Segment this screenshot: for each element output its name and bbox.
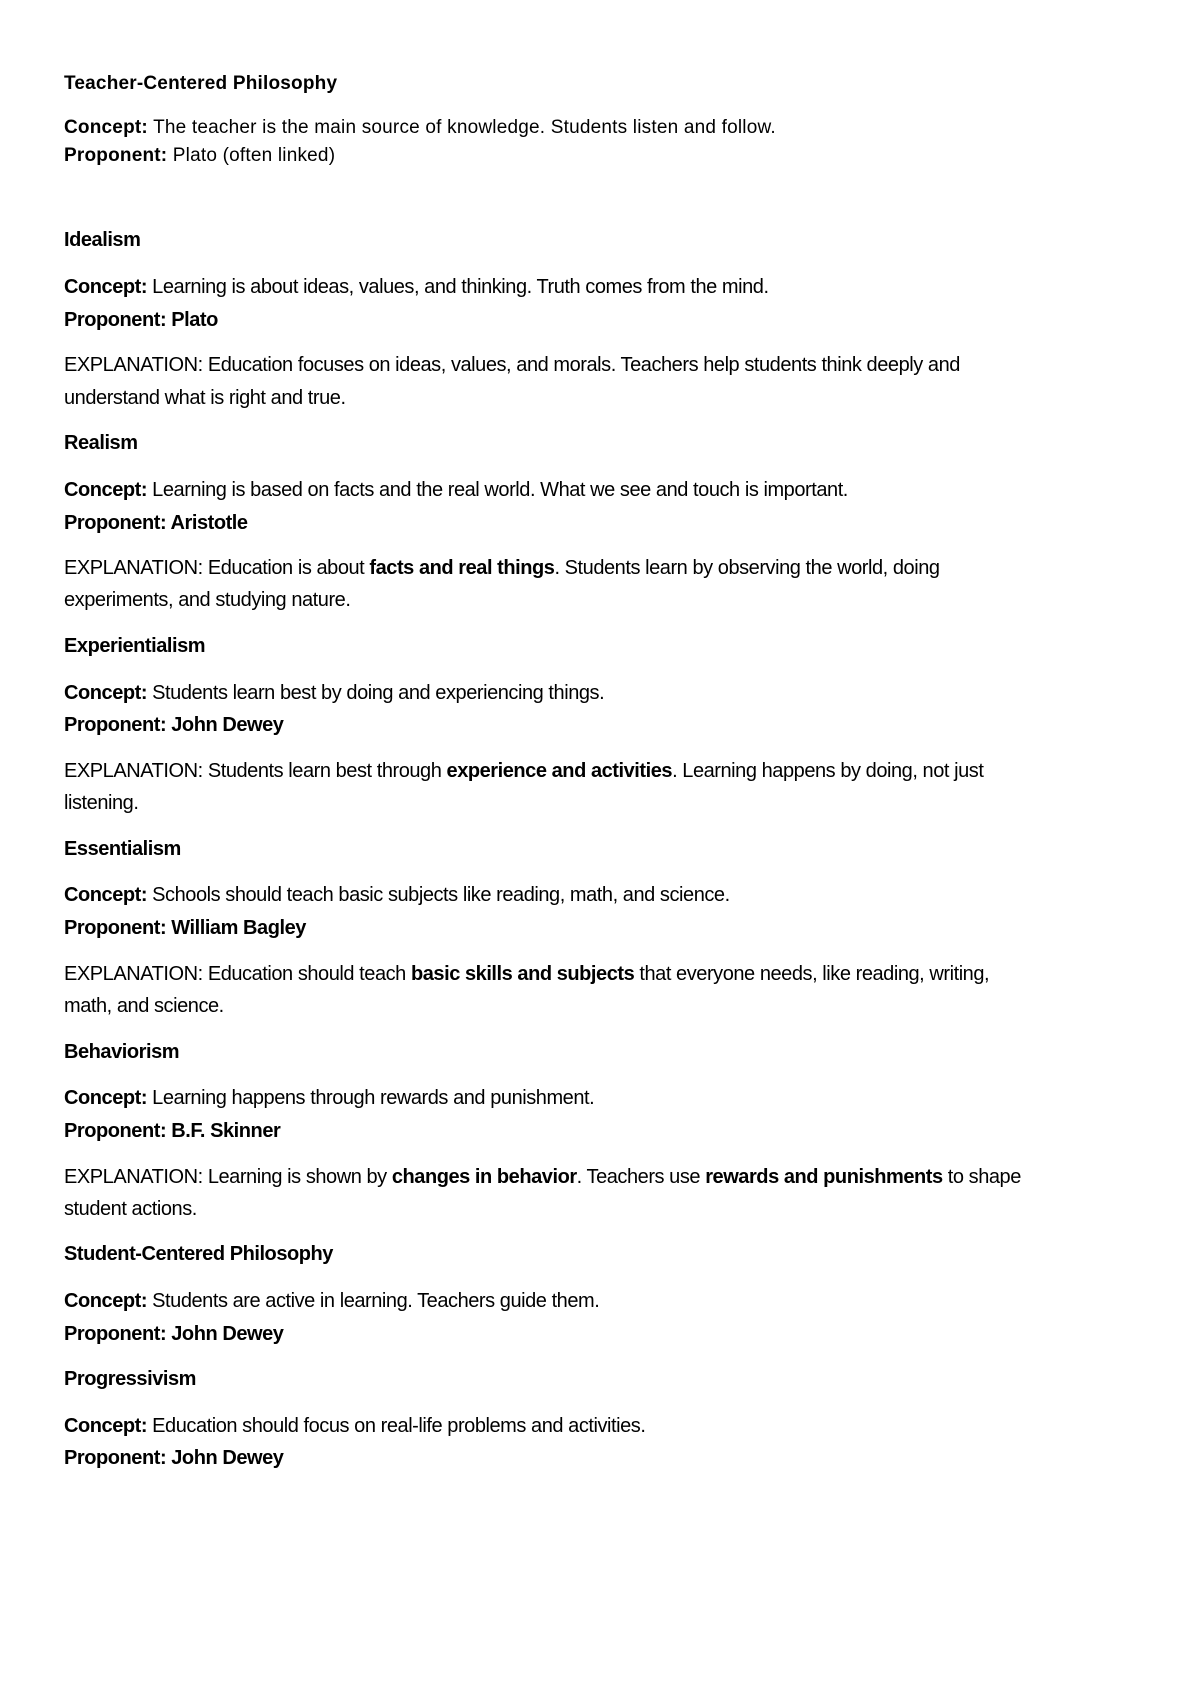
proponent-line-experientialism: Proponent: John Dewey [64,714,284,736]
concept-line-teacher-centered [64,117,776,139]
concept-label: Concept: [64,117,148,138]
proponent-line-student-centered: Proponent: John Dewey [64,1323,284,1345]
concept-label: Concept: [64,1290,148,1312]
proponent-line-essentialism: Proponent: William Bagley [64,917,306,939]
explanation-text: Education should teach [202,963,411,985]
explanation-label: EXPLANATION: [64,963,203,985]
heading-student-centered: Student-Centered Philosophy [64,1243,333,1265]
explanation-emphasis: experience and activities [446,760,673,782]
explanation-emphasis: rewards and punishments [705,1166,943,1188]
explanation-text: that everyone needs, like reading, writing, [634,963,990,985]
concept-text: Learning is based on facts and the real world. What we see and touch is important. [147,479,848,501]
explanation-line2-experientialism: listening. [64,792,139,814]
concept-label: Concept: [64,1087,148,1109]
explanation-line1-essentialism [64,963,989,986]
concept-line-experientialism [64,682,604,705]
explanation-text: . Students learn by observing the world, doing [554,557,940,579]
explanation-text: . Learning happens by doing, not just [672,760,984,782]
proponent-line-progressivism: Proponent: John Dewey [64,1447,284,1469]
explanation-label: EXPLANATION: [64,354,203,376]
concept-label: Concept: [64,276,148,298]
concept-line-idealism [64,276,769,299]
explanation-line2-essentialism: math, and science. [64,995,224,1017]
concept-text: Learning is about ideas, values, and thinking. Truth comes from the mind. [147,276,769,298]
explanation-text: Students learn best through [202,760,447,782]
concept-text: Students learn best by doing and experiencing things. [147,682,605,704]
concept-line-essentialism [64,884,730,907]
explanation-emphasis: facts and real things [369,557,555,579]
proponent-line-idealism: Proponent: Plato [64,309,218,331]
heading-teacher-centered: Teacher-Centered Philosophy [64,73,338,94]
concept-line-progressivism [64,1415,645,1438]
heading-behaviorism: Behaviorism [64,1041,180,1063]
concept-line-behaviorism [64,1087,594,1110]
explanation-label: EXPLANATION: [64,1166,203,1188]
concept-line-realism [64,479,848,502]
heading-experientialism: Experientialism [64,635,206,657]
concept-label: Concept: [64,884,148,906]
explanation-text: Education focuses on ideas, values, and morals. Teachers help students think deeply and [202,354,960,376]
explanation-emphasis: basic skills and subjects [410,963,635,985]
explanation-line1-idealism [64,354,960,377]
concept-label: Concept: [64,479,148,501]
heading-essentialism: Essentialism [64,838,181,860]
proponent-line-realism: Proponent: Aristotle [64,512,248,534]
explanation-text: to shape [942,1166,1021,1188]
concept-label: Concept: [64,1415,148,1437]
explanation-text: . Teachers use [576,1166,706,1188]
concept-text: The teacher is the main source of knowledge. Students listen and follow. [147,117,776,138]
proponent-text: Plato (often linked) [167,145,336,166]
explanation-line2-realism: experiments, and studying nature. [64,589,351,611]
explanation-line1-experientialism [64,760,983,783]
explanation-line2-behaviorism: student actions. [64,1198,197,1220]
concept-text: Students are active in learning. Teachers guide them. [147,1290,600,1312]
explanation-emphasis: changes in behavior [391,1166,577,1188]
proponent-line-behaviorism: Proponent: B.F. Skinner [64,1120,281,1142]
explanation-line2-idealism: understand what is right and true. [64,387,346,409]
concept-text: Learning happens through rewards and punishment. [147,1087,595,1109]
explanation-line1-realism [64,557,940,580]
heading-progressivism: Progressivism [64,1368,197,1390]
concept-text: Schools should teach basic subjects like reading, math, and science. [147,884,730,906]
explanation-label: EXPLANATION: [64,760,203,782]
explanation-text: Education is about [202,557,370,579]
explanation-line1-behaviorism [64,1166,1021,1189]
concept-label: Concept: [64,682,148,704]
explanation-text: Learning is shown by [202,1166,392,1188]
proponent-label: Proponent: [64,145,168,166]
explanation-label: EXPLANATION: [64,557,203,579]
concept-line-student-centered [64,1290,599,1313]
concept-text: Education should focus on real-life problems and activities. [147,1415,646,1437]
proponent-line-teacher-centered [64,145,335,167]
heading-idealism: Idealism [64,229,141,251]
heading-realism: Realism [64,432,138,454]
